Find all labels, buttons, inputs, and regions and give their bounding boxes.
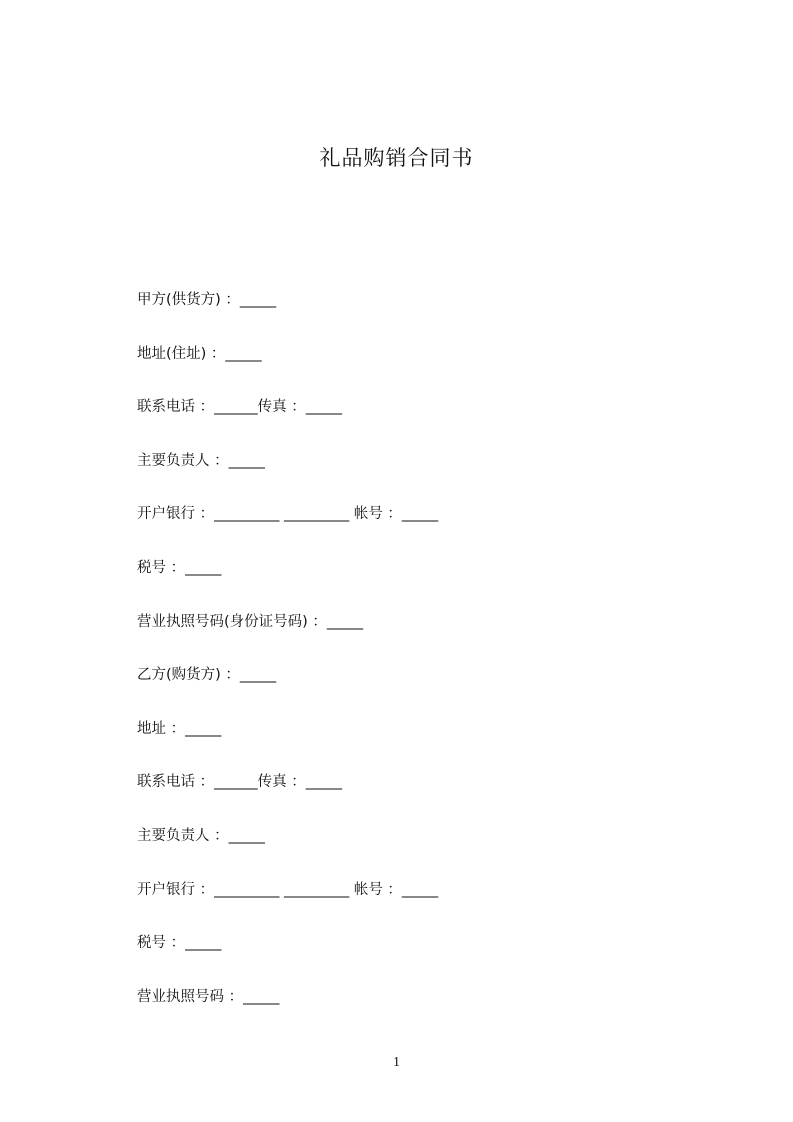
- party-info-list: [137, 288, 438, 1038]
- buyer-bank-line: 开户银行 ：_________ _________ 帐号 ：_____: [137, 881, 439, 898]
- buyer-principal-line: 主要负责人 ：_____: [137, 827, 265, 844]
- buyer-tax-id-line: 税号 ：_____: [137, 935, 222, 952]
- supplier-license-line: 营业执照号码(身份证号码) ：_____: [137, 613, 364, 630]
- supplier-principal-line: 主要负责人 ：_____: [137, 452, 265, 469]
- supplier-phone-fax-line: 联系电话 ：______传真 ：_____: [137, 399, 342, 416]
- page-number: 1: [393, 1055, 400, 1070]
- supplier-address-line: 地址(住址) ：_____: [137, 345, 262, 362]
- buyer-address-line: 地址 ：_____: [137, 720, 222, 737]
- document-title: 礼品购销合同书: [319, 146, 474, 170]
- buyer-license-line: 营业执照号码 ：_____: [137, 988, 280, 1005]
- supplier-tax-id-line: 税号 ：_____: [137, 559, 222, 576]
- buyer-phone-fax-line: 联系电话 ：______传真 ：_____: [137, 774, 342, 791]
- supplier-bank-line: 开户银行 ：_________ _________ 帐号 ：_____: [137, 506, 439, 523]
- buyer-name-line: 乙方(购货方) ：_____: [137, 667, 277, 684]
- supplier-name-line: 甲方(供货方) ：_____: [137, 292, 277, 308]
